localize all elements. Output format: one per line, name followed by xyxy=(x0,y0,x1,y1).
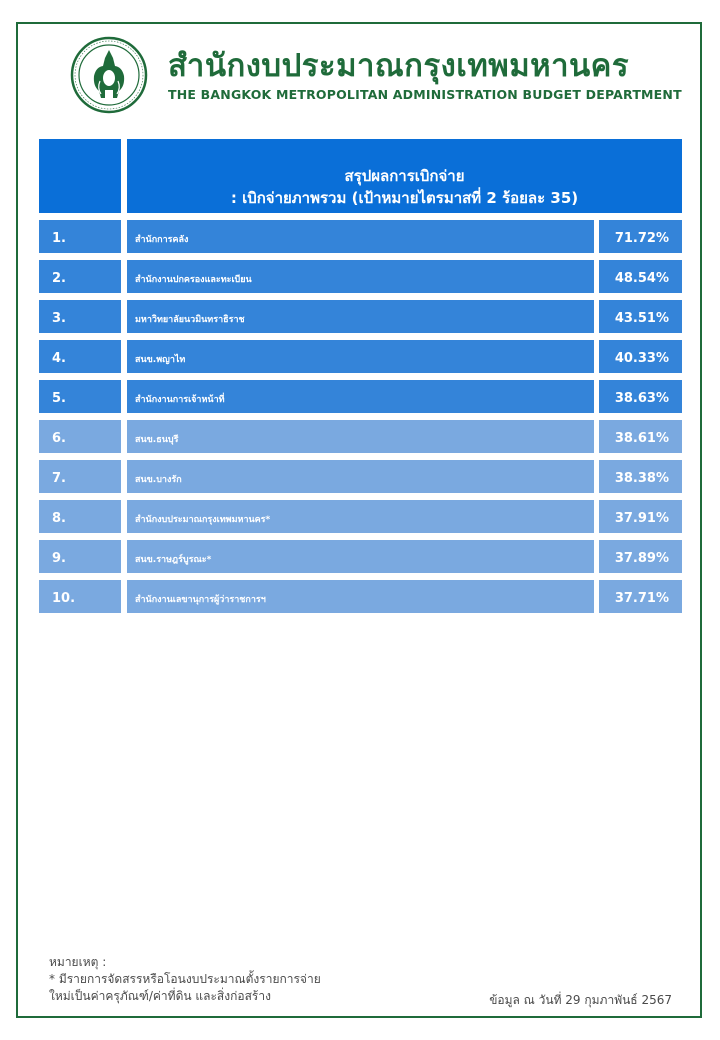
row-percentage: 37.91% xyxy=(599,500,682,533)
department-title-thai: สำนักงบประมาณกรุงเทพมหานคร xyxy=(168,48,630,84)
row-agency-name: สนข.พญาไท xyxy=(127,340,594,373)
row-percentage: 40.33% xyxy=(599,340,682,373)
footnote-label: หมายเหตุ : xyxy=(49,955,107,969)
row-percentage: 38.38% xyxy=(599,460,682,493)
row-percentage: 48.54% xyxy=(599,260,682,293)
table-title-line2: : เบิกจ่ายภาพรวม (เป้าหมายไตรมาสที่ 2 ร้อยละ 35) xyxy=(230,189,579,207)
row-number: 4. xyxy=(39,340,121,373)
table-row xyxy=(39,260,682,293)
footnote-line2: ใหม่เป็นค่าครุภัณฑ์/ค่าที่ดิน และสิ่งก่อสร้าง xyxy=(49,989,271,1003)
row-number: 1. xyxy=(39,220,121,253)
table-row xyxy=(39,580,682,613)
row-number: 2. xyxy=(39,260,121,293)
table-row xyxy=(39,220,682,253)
row-percentage: 37.89% xyxy=(599,540,682,573)
table-row xyxy=(39,380,682,413)
row-percentage: 37.71% xyxy=(599,580,682,613)
row-agency-name: สำนักงานเลขานุการผู้ว่าราชการฯ xyxy=(127,580,594,613)
table-row xyxy=(39,340,682,373)
row-number: 10. xyxy=(39,580,121,613)
table-title-line1: สรุปผลการเบิกจ่าย xyxy=(344,167,465,185)
row-number: 3. xyxy=(39,300,121,333)
table-row xyxy=(39,540,682,573)
row-number: 9. xyxy=(39,540,121,573)
row-percentage: 43.51% xyxy=(599,300,682,333)
row-number: 8. xyxy=(39,500,121,533)
row-agency-name: สำนักงานปกครองและทะเบียน xyxy=(127,260,594,293)
table-header-title xyxy=(127,139,682,213)
table-header-number-cell xyxy=(39,139,121,213)
row-agency-name: สำนักงบประมาณกรุงเทพมหานคร* xyxy=(127,500,594,533)
row-agency-name: สำนักการคลัง xyxy=(127,220,594,253)
row-number: 6. xyxy=(39,420,121,453)
row-number: 7. xyxy=(39,460,121,493)
row-agency-name: มหาวิทยาลัยนวมินทราธิราช xyxy=(127,300,594,333)
row-agency-name: สนข.ราษฎร์บูรณะ* xyxy=(127,540,594,573)
row-agency-name: สำนักงานการเจ้าหน้าที่ xyxy=(127,380,594,413)
row-agency-name: สนข.บางรัก xyxy=(127,460,594,493)
row-percentage: 71.72% xyxy=(599,220,682,253)
footnote xyxy=(49,954,321,1005)
footnote-line1: * มีรายการจัดสรรหรือโอนงบประมาณตั้งรายการจ่าย xyxy=(49,972,321,986)
row-agency-name: สนข.ธนบุรี xyxy=(127,420,594,453)
table-row xyxy=(39,420,682,453)
row-number: 5. xyxy=(39,380,121,413)
row-percentage: 38.61% xyxy=(599,420,682,453)
bma-seal-icon xyxy=(70,36,148,114)
data-date: ข้อมูล ณ วันที่ 29 กุมภาพันธ์ 2567 xyxy=(489,993,672,1007)
table-row xyxy=(39,300,682,333)
row-percentage: 38.63% xyxy=(599,380,682,413)
table-row xyxy=(39,460,682,493)
department-title-english: THE BANGKOK METROPOLITAN ADMINISTRATION BUDGET DEPARTMENT xyxy=(168,87,682,102)
table-row xyxy=(39,500,682,533)
